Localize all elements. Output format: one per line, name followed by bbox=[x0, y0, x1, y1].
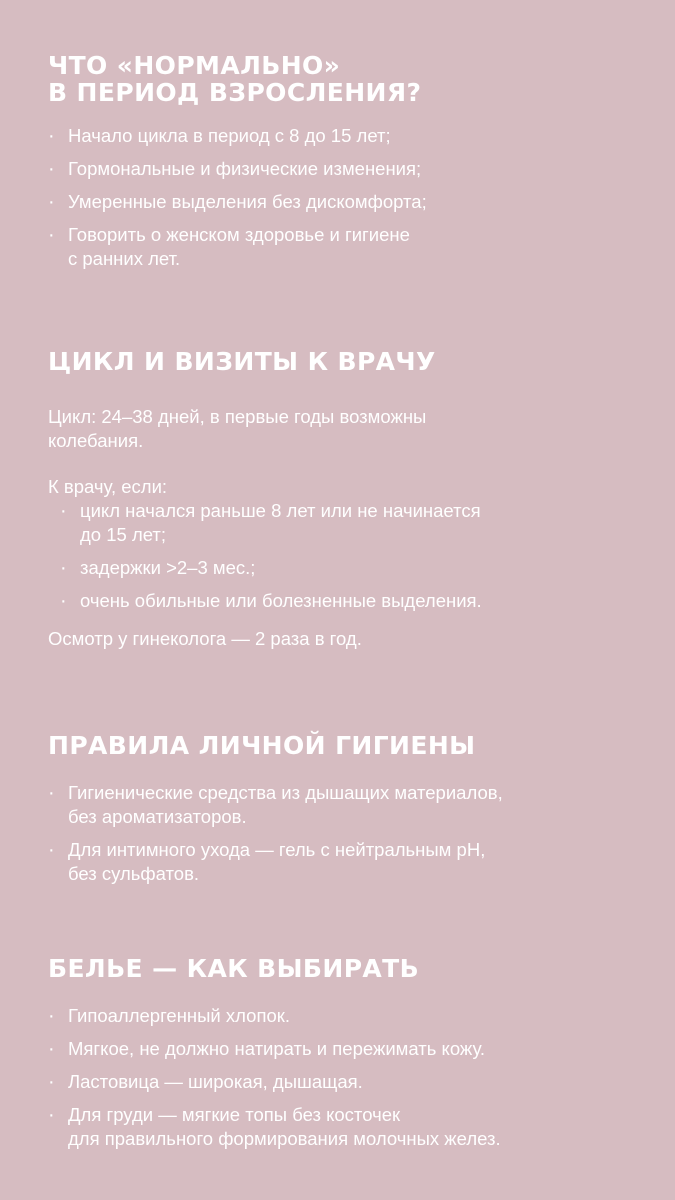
list-item-text: · Говорить о женском здоровье и гигиене bbox=[68, 224, 410, 245]
list-item-text: с ранних лет. bbox=[68, 248, 181, 269]
section-heading bbox=[48, 348, 645, 375]
list-item-text: · Начало цикла в период с 8 до 15 лет; bbox=[68, 125, 391, 146]
heading-line: ПРАВИЛА ЛИЧНОЙ ГИГИЕНЫ bbox=[48, 731, 476, 760]
section-heading bbox=[48, 732, 645, 759]
bullet-list bbox=[48, 781, 645, 886]
list-item-text: · Гормональные и физические изменения; bbox=[68, 158, 422, 179]
list-item bbox=[48, 1037, 645, 1061]
doctor-intro: К врачу, если: bbox=[48, 476, 168, 497]
list-item-text: для правильного формирования молочных желез. bbox=[68, 1128, 501, 1149]
section-cycle-doctor-visits bbox=[48, 348, 645, 651]
list-item bbox=[48, 1103, 645, 1151]
list-item bbox=[48, 124, 645, 148]
list-item-text: · очень обильные или болезненные выделения. bbox=[80, 590, 482, 611]
section-underwear-choice bbox=[48, 955, 645, 1160]
list-item bbox=[60, 556, 645, 580]
list-item-text: до 15 лет; bbox=[80, 524, 167, 545]
list-item-text: · Умеренные выделения без дискомфорта; bbox=[68, 191, 427, 212]
list-item-text: · Мягкое, не должно натирать и пережимать кожу. bbox=[68, 1038, 486, 1059]
heading-line: ЧТО «НОРМАЛЬНО» bbox=[48, 51, 341, 80]
list-item-text: без сульфатов. bbox=[68, 863, 200, 884]
section-personal-hygiene bbox=[48, 732, 645, 895]
list-item-text: · задержки >2–3 мес.; bbox=[80, 557, 256, 578]
section-heading bbox=[48, 52, 645, 106]
list-item bbox=[48, 1004, 645, 1028]
cycle-text-line: колебания. bbox=[48, 430, 144, 451]
list-item-text: · Для груди — мягкие топы без косточек bbox=[68, 1104, 401, 1125]
list-item bbox=[48, 1070, 645, 1094]
list-item bbox=[48, 190, 645, 214]
cycle-text bbox=[48, 405, 645, 453]
list-item bbox=[48, 781, 645, 829]
list-item-text: · Для интимного ухода — гель с нейтральным pH, bbox=[68, 839, 486, 860]
heading-line: БЕЛЬЕ — КАК ВЫБИРАТЬ bbox=[48, 954, 420, 983]
heading-line: ЦИКЛ И ВИЗИТЫ К ВРАЧУ bbox=[48, 347, 436, 376]
bullet-list bbox=[48, 1004, 645, 1151]
list-item-text: · Гигиенические средства из дышащих материалов, bbox=[68, 782, 503, 803]
list-item-text: без ароматизаторов. bbox=[68, 806, 247, 827]
section-heading bbox=[48, 955, 645, 982]
list-item bbox=[48, 223, 645, 271]
list-item bbox=[48, 157, 645, 181]
section-normal-puberty bbox=[48, 52, 645, 280]
cycle-text-line: Цикл: 24–38 дней, в первые годы возможны bbox=[48, 406, 427, 427]
list-item-text: · Ластовица — широкая, дышащая. bbox=[68, 1071, 363, 1092]
exam-text: Осмотр у гинеколога — 2 раза в год. bbox=[48, 628, 362, 649]
list-item bbox=[60, 589, 645, 613]
list-item bbox=[48, 838, 645, 886]
list-item-text: · Гипоаллергенный хлопок. bbox=[68, 1005, 290, 1026]
doctor-bullet-list bbox=[48, 499, 645, 613]
list-item-text: · цикл начался раньше 8 лет или не начинается bbox=[80, 500, 481, 521]
bullet-list bbox=[48, 124, 645, 271]
list-item bbox=[60, 499, 645, 547]
heading-line: В ПЕРИОД ВЗРОСЛЕНИЯ? bbox=[48, 78, 422, 107]
